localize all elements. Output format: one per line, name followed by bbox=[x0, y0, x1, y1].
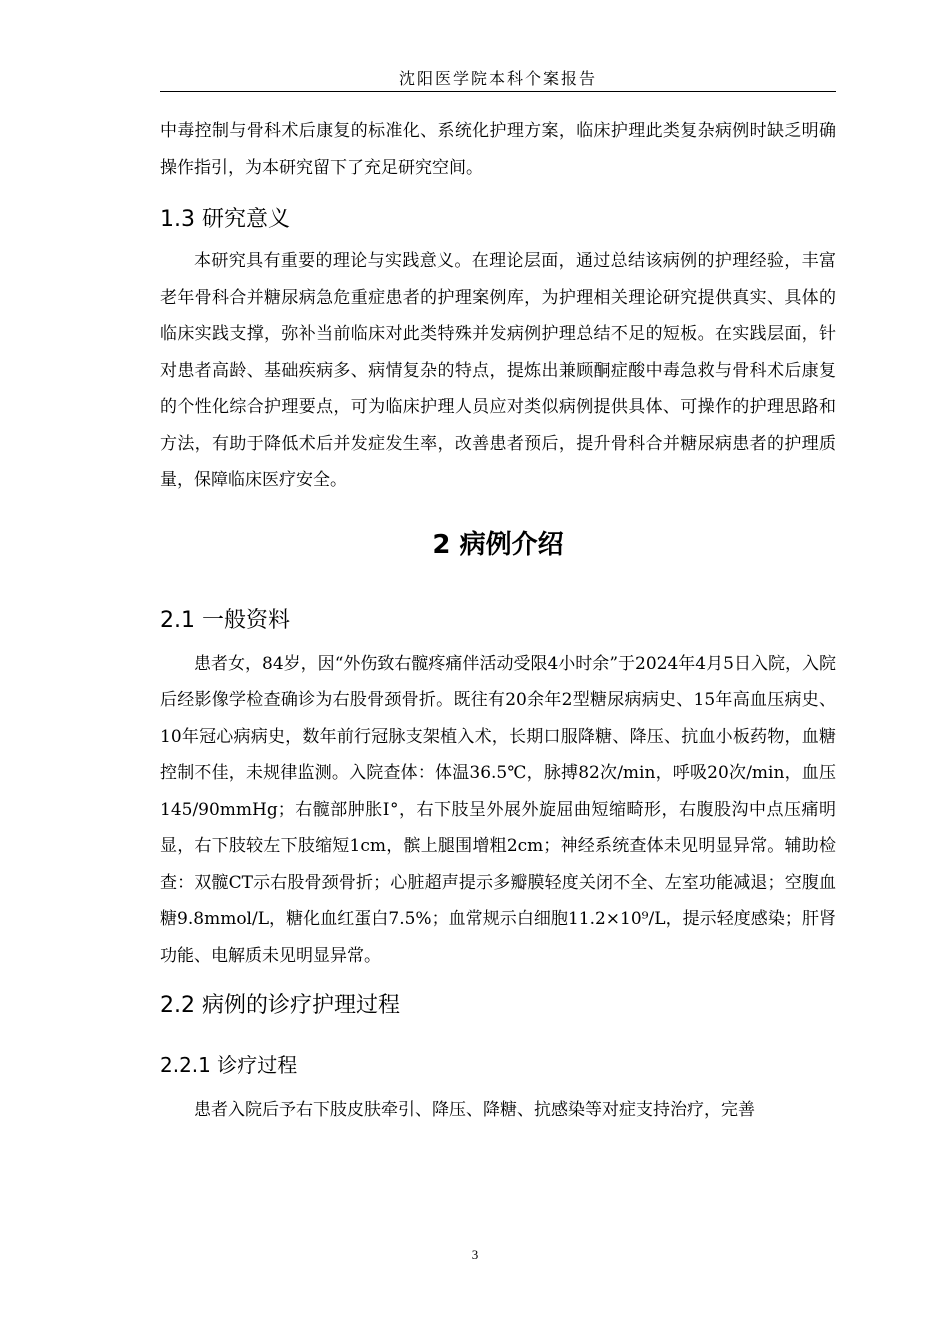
section-heading-2-2-1: 2.2.1 诊疗过程 bbox=[160, 1053, 298, 1077]
section-heading-2-1: 2.1 一般资料 bbox=[160, 607, 290, 633]
general-info-paragraph: 患者女，84岁，因“外伤致右髋疼痛伴活动受限4小时余”于2024年4月5日入院，入院后经影像学检查确诊为右股骨颈骨折。既往有20余年2型糖尿病病史、15年高血压病史、10年冠心病病史，数年前行冠脉支架植入术，长期口服降糖、降压、抗血小板药物，血糖控制不佳，未规律监测。入院查体：体温36.5℃，脉搏82次/min，呼吸20次/min，血压145/90mmHg；右髋部肿胀Ⅰ°，右下肢呈外展外旋屈曲短缩畸形，右腹股沟中点压痛明显，右下肢较左下肢缩短1cm，髌上腿围增粗2cm；神经系统查体未见明显异常。辅助检查：双髋CT示右股骨颈骨折；心脏超声提示多瓣膜轻度关闭不全、左室功能减退；空腹血糖9.8mmol/L，糖化血红蛋白7.5%；血常规示白细胞11.2×10⁹/L，提示轻度感染；肝肾功能、电解质未见明显异常。 bbox=[160, 653, 836, 966]
document-body bbox=[160, 113, 836, 1129]
chapter-heading-2: 2 病例介绍 bbox=[432, 529, 564, 560]
research-significance-paragraph: 本研究具有重要的理论与实践意义。在理论层面，通过总结该病例的护理经验，丰富老年骨科合并糖尿病急危重症患者的护理案例库，为护理相关理论研究提供真实、具体的临床实践支撑，弥补当前临床对此类特殊并发病例护理总结不足的短板。在实践层面，针对患者高龄、基础疾病多、病情复杂的特点，提炼出兼顾酮症酸中毒急救与骨科术后康复的个性化综合护理要点，可为临床护理人员应对类似病例提供具体、可操作的护理思路和方法，有助于降低术后并发症发生率，改善患者预后，提升骨科合并糖尿病患者的护理质量，保障临床医疗安全。 bbox=[160, 251, 836, 490]
section-heading-2-2: 2.2 病例的诊疗护理过程 bbox=[160, 993, 400, 1018]
page-number: 3 bbox=[471, 1247, 479, 1262]
page-header: 沈阳医学院本科个案报告 bbox=[398, 69, 597, 88]
treatment-process-paragraph: 患者入院后予右下肢皮肤牵引、降压、降糖、抗感染等对症支持治疗，完善 bbox=[194, 1100, 755, 1120]
intro-continuation: 中毒控制与骨科术后康复的标准化、系统化护理方案，临床护理此类复杂病例时缺乏明确操作指引，为本研究留下了充足研究空间。 bbox=[160, 121, 836, 178]
section-heading-1-3: 1.3 研究意义 bbox=[160, 207, 290, 232]
header-rule bbox=[160, 91, 836, 92]
